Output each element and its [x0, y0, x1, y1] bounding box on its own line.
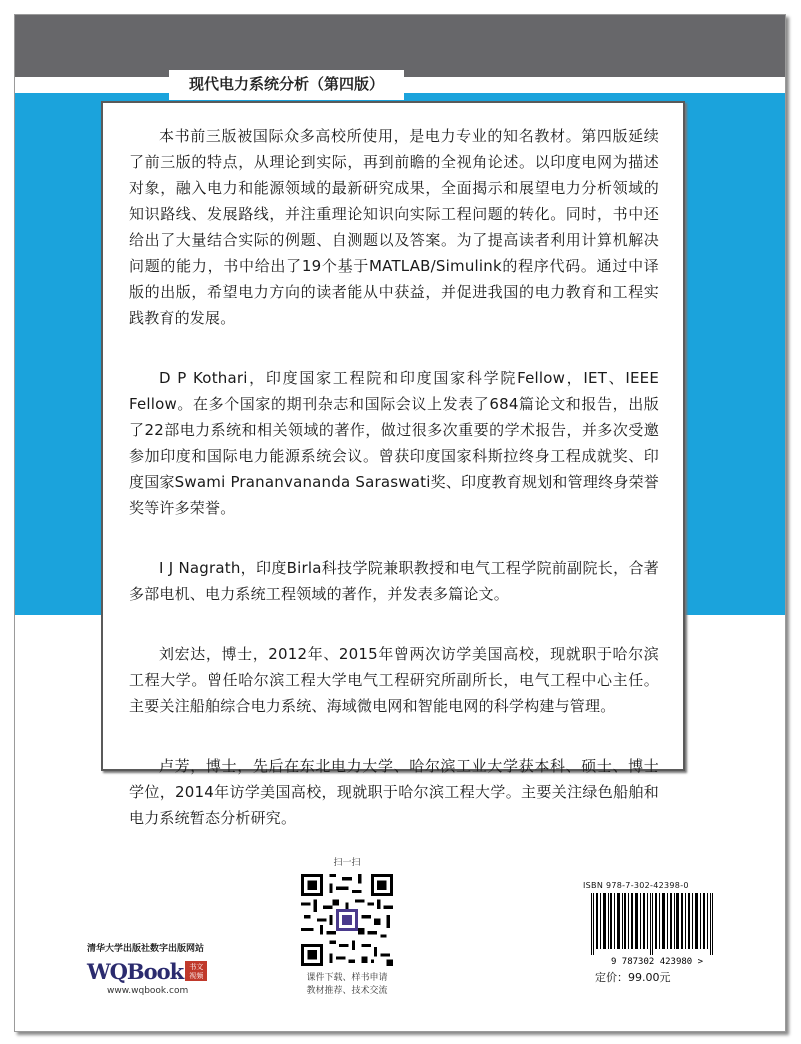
- price-text: 定价：99.00元: [595, 971, 671, 984]
- qr-section: [277, 855, 417, 998]
- author-bio-kothari: D P Kothari，印度国家工程院和印度国家科学院Fellow，IET、IEEE Fellow。在多个国家的期刊杂志和国际会议上发表了684篇论文和报告，出版了22部电力系统和相关领域的著作，做过很多次重要的学术报告，并多次受邀参加印度和国际电力能源系统会议。曾获印度国家科斯拉终身工程成就奖、印度国家Swami Prananvananda Saraswati奖、印度教育规划和管理终身荣誉奖等许多荣誉。: [129, 369, 659, 517]
- logo-badge-line-1: 书文: [189, 963, 204, 971]
- description-box: [101, 101, 685, 827]
- isbn-barcode: [583, 893, 731, 967]
- wqbook-logo: [87, 958, 247, 984]
- wqbook-logo-badge: [185, 961, 207, 981]
- barcode-digits: 9 787302 423980 >: [610, 957, 704, 967]
- book-title: 现代电力系统分析（第四版）: [169, 70, 404, 100]
- publisher-site-name: 清华大学出版社数字出版网站: [87, 944, 205, 954]
- publisher-section: [87, 941, 247, 996]
- qr-caption-line-2: 教材推荐、技术交流: [306, 986, 388, 996]
- wqbook-logo-text: WQBook: [87, 958, 184, 984]
- publisher-url[interactable]: www.wqbook.com: [107, 986, 189, 996]
- book-summary: 本书前三版被国际众多高校所使用，是电力专业的知名教材。第四版延续了前三版的特点，从理论到实际，再到前瞻的全视角论述。以印度电网为描述对象，融入电力和能源领域的最新研究成果，全面揭示和展望电力分析领域的知识路线、发展路线，并注重理论知识向实际工程问题的转化。同时，书中还给出了大量结合实际的例题、自测题以及答案。为了提高读者利用计算机解决问题的能力，书中给出了19个基于MATLAB/Simulink的程序代码。通过中译版的出版，希望电力方向的读者能从中获益，并促进我国的电力教育和工程实践教育的发展。: [129, 127, 659, 327]
- translator-bio-lu: 卢芳，博士，先后在东北电力大学、哈尔滨工业大学获本科、硕士、博士学位，2014年访学美国高校，现就职于哈尔滨工程大学。主要关注绿色船舶和电力系统暂态分析研究。: [129, 757, 659, 827]
- top-gray-band: [15, 15, 785, 77]
- logo-badge-line-2: 视频: [189, 972, 204, 980]
- isbn-text: ISBN 978-7-302-42398-0: [583, 881, 689, 890]
- barcode-section: [583, 881, 733, 985]
- author-bio-nagrath: I J Nagrath，印度Birla科技学院兼职教授和电气工程学院前副院长，合著多部电机、电力系统工程领域的著作，并发表多篇论文。: [129, 559, 659, 603]
- book-back-cover: [14, 14, 786, 1032]
- qr-caption-line-1: 课件下载、样书申请: [306, 973, 388, 983]
- qr-code[interactable]: [301, 874, 393, 966]
- qr-scan-label: 扫一扫: [333, 858, 361, 868]
- translator-bio-liu: 刘宏达，博士，2012年、2015年曾两次访学美国高校，现就职于哈尔滨工程大学。曾任哈尔滨工程大学电气工程研究所副所长，电气工程中心主任。主要关注船舶综合电力系统、海域微电网和智能电网的科学构建与管理。: [129, 645, 659, 715]
